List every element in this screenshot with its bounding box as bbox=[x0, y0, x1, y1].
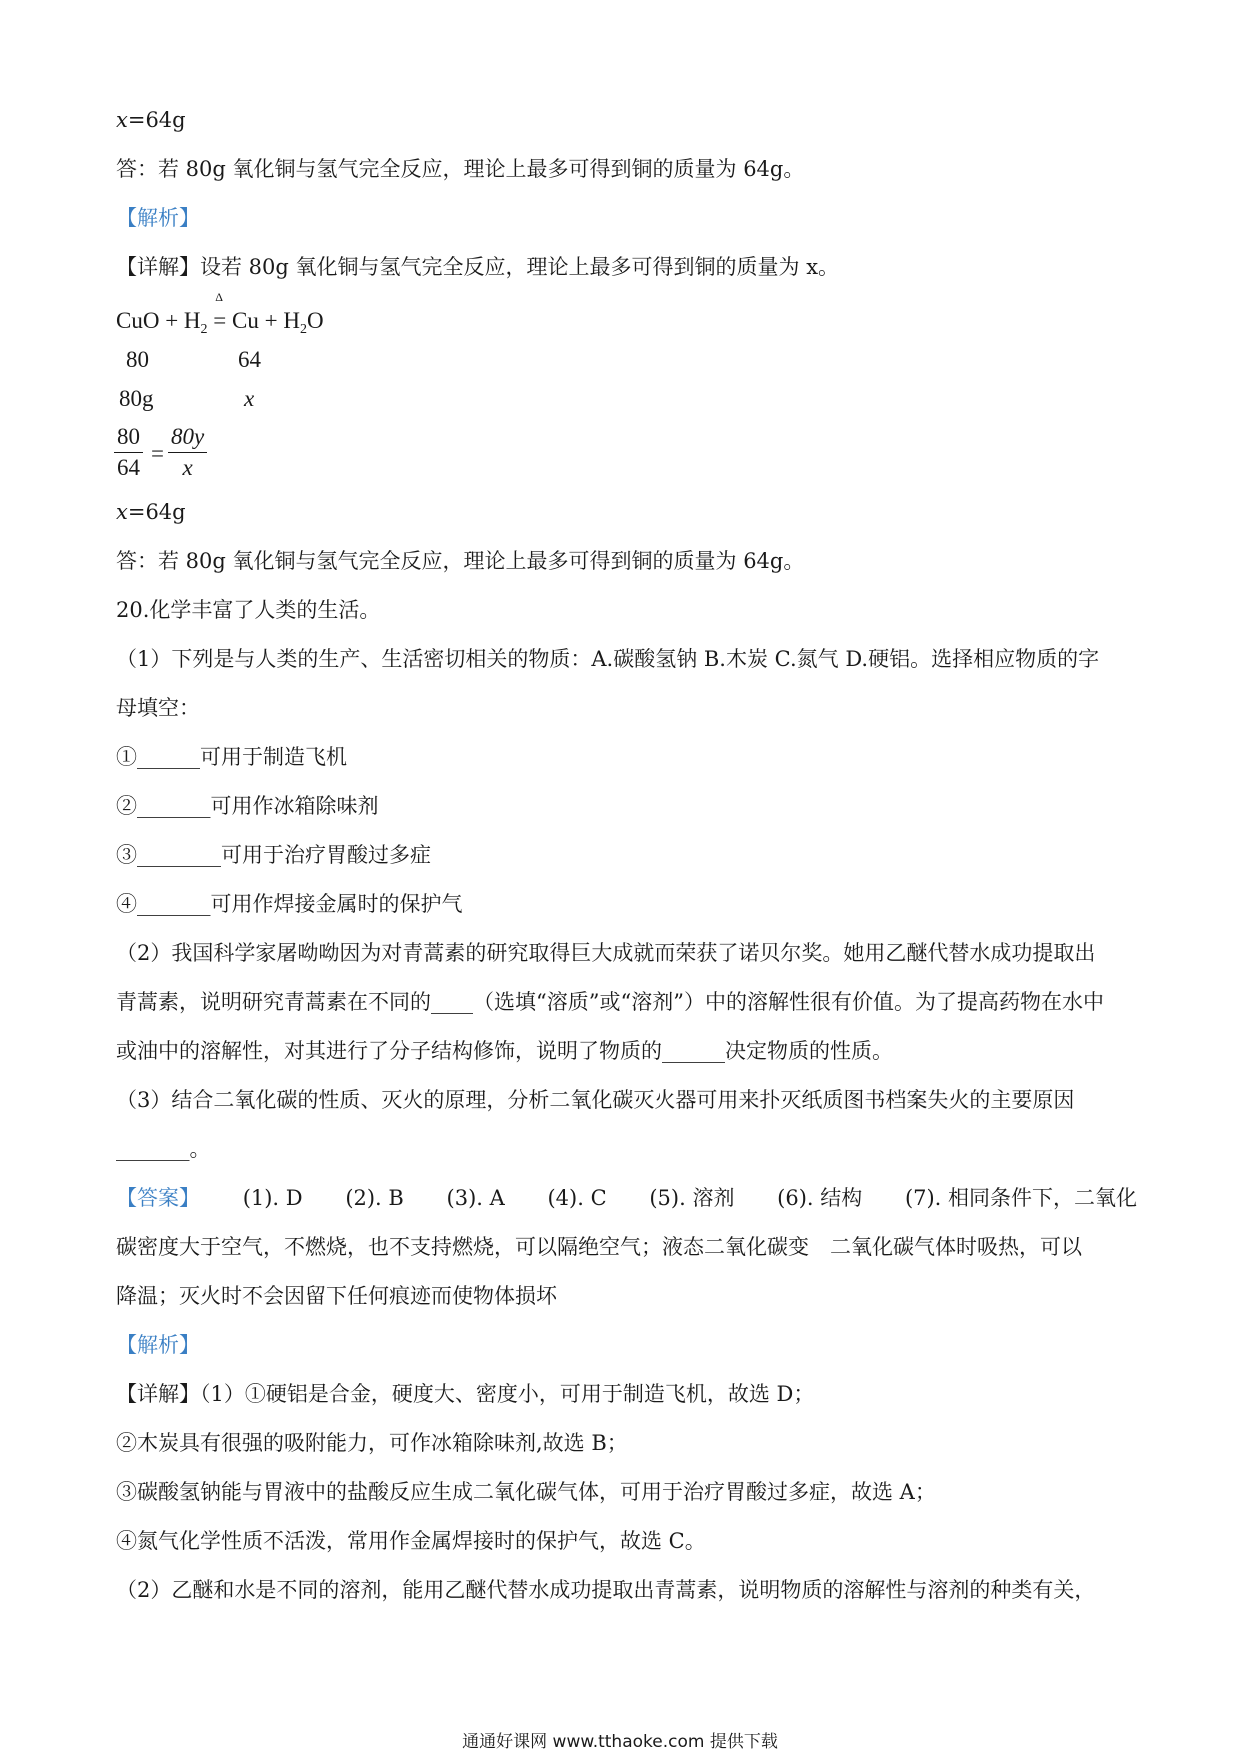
x-result: x=64g bbox=[116, 500, 186, 524]
footer-watermark: 通通好课网 www.tthaoke.com 提供下载 bbox=[462, 1732, 778, 1752]
analysis-20-line3: ③碳酸氢钠能与胃液中的盐酸反应生成二氧化碳气体，可用于治疗胃酸过多症，故选 A； bbox=[116, 1480, 936, 1504]
x-result-top: x=64g bbox=[116, 108, 186, 132]
q3-line1: （3）结合二氧化碳的性质、灭火的原理，分析二氧化碳灭火器可用来扑灭纸质图书档案失火的主要原因 bbox=[116, 1088, 1075, 1112]
heat-delta: Δ bbox=[215, 290, 224, 304]
answer-20-line2: 碳密度大于空气，不燃烧，也不支持燃烧，可以隔绝空气；液态二氧化碳变 二氧化碳气体时吸热，可以 bbox=[116, 1235, 1082, 1259]
q2-line1: （2）我国科学家屠呦呦因为对青蒿素的研究取得巨大成就而荣获了诺贝尔奖。她用乙醚代替水成功提取出 bbox=[116, 941, 1096, 965]
q2-line3: 或油中的溶解性，对其进行了分子结构修饰，说明了物质的______决定物质的性质。 bbox=[116, 1039, 893, 1063]
detail-line: 【详解】设若 80g 氧化铜与氢气完全反应，理论上最多可得到铜的质量为 x。 bbox=[116, 255, 840, 279]
analysis-20-line4: ④氮气化学性质不活泼，常用作金属焊接时的保护气，故选 C。 bbox=[116, 1529, 706, 1553]
analysis-tag: 【解析】 bbox=[116, 206, 200, 230]
item-2: ②_______可用作冰箱除味剂 bbox=[116, 794, 379, 818]
item-1: ①______可用于制造飞机 bbox=[116, 745, 347, 769]
ratio-b: 64 bbox=[238, 347, 261, 372]
value-b: x bbox=[244, 386, 255, 411]
answer-line: 答：若 80g 氧化铜与氢气完全反应，理论上最多可得到铜的质量为 64g。 bbox=[116, 549, 805, 573]
reaction-equation: CuO + $H_2$ Δ = $Cu + H_2O$ bbox=[116, 290, 324, 337]
q1-line2: 母填空： bbox=[116, 696, 200, 720]
analysis-20-tag: 【解析】 bbox=[116, 1333, 200, 1357]
analysis-20-line1: 【详解】（1）①硬铝是合金，硬度大、密度小，可用于制造飞机，故选 D； bbox=[116, 1382, 815, 1406]
analysis-20-line5: （2）乙醚和水是不同的溶剂，能用乙醚代替水成功提取出青蒿素，说明物质的溶解性与溶剂的种类有关， bbox=[116, 1578, 1096, 1602]
q1-line1: （1）下列是与人类的生产、生活密切相关的物质：A.碳酸氢钠 B.木炭 C.氮气 D.硬铝。选择相应物质的字 bbox=[116, 647, 1100, 671]
fraction-equals: = bbox=[151, 441, 164, 466]
item-4: ④_______可用作焊接金属时的保护气 bbox=[116, 892, 463, 916]
item-3: ③________可用于治疗胃酸过多症 bbox=[116, 843, 431, 867]
answer-20-line1: 【答案】 (1). D (2). B (3). A (4). C (5). 溶剂 (6). 结构 (7). 相同条件下，二氧化 bbox=[116, 1186, 1138, 1210]
q2-line2: 青蒿素，说明研究青蒿素在不同的____（选填“溶质”或“溶剂”）中的溶解性很有价值。为了提高药物在水中 bbox=[116, 990, 1104, 1014]
ratio-a: 80 bbox=[126, 347, 149, 372]
fraction-left: $\frac{80}{64}$ bbox=[114, 424, 143, 481]
question-20-title: 20.化学丰富了人类的生活。 bbox=[116, 598, 381, 622]
answer-20-line3: 降温；灭火时不会因留下任何痕迹而使物体损坏 bbox=[116, 1284, 557, 1308]
analysis-20-line2: ②木炭具有很强的吸附能力，可作冰箱除味剂,故选 B； bbox=[116, 1431, 628, 1455]
fraction-right: $\frac{80y}{x}$ bbox=[168, 424, 207, 481]
value-a: 80g bbox=[119, 386, 154, 411]
q3-line2: _______。 bbox=[116, 1137, 211, 1161]
answer-top: 答：若 80g 氧化铜与氢气完全反应，理论上最多可得到铜的质量为 64g。 bbox=[116, 157, 805, 181]
